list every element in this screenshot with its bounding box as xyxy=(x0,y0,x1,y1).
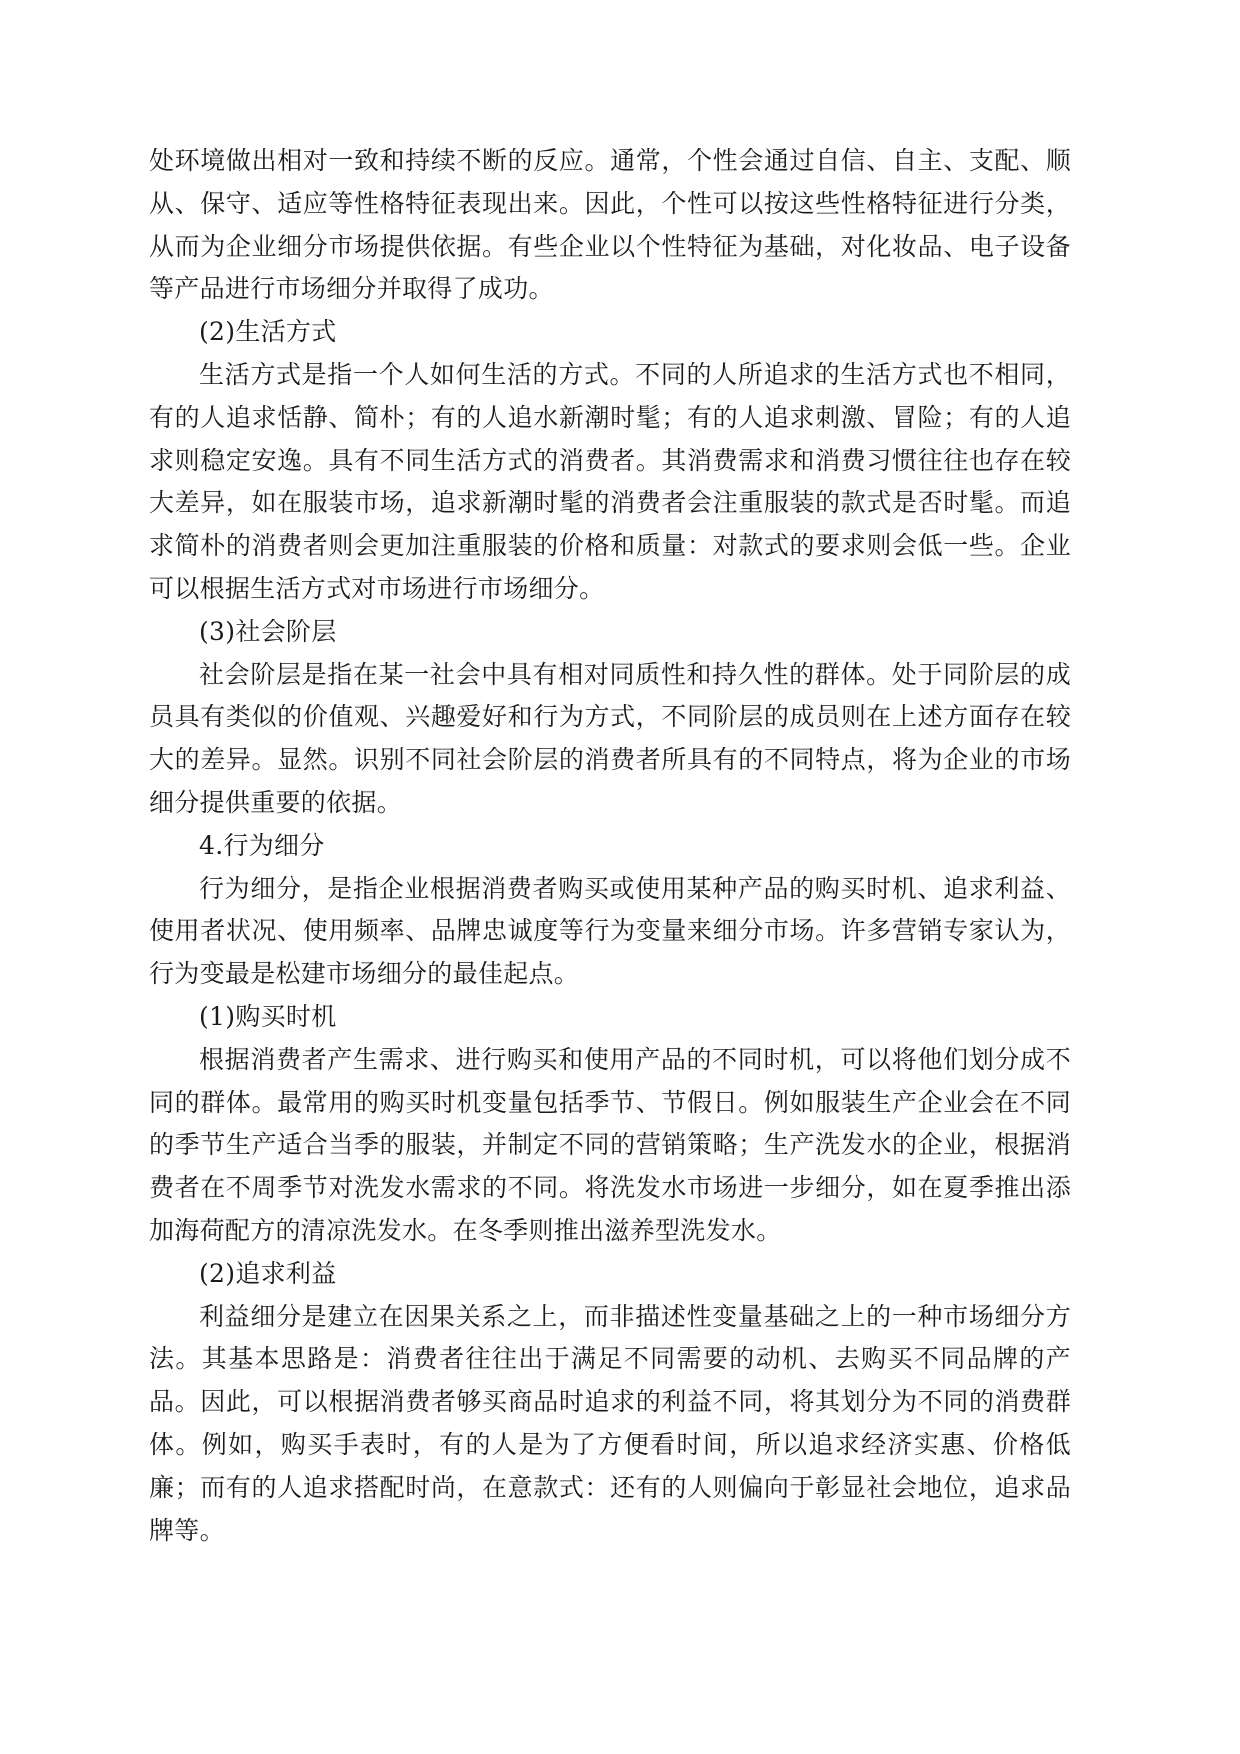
heading-lifestyle: (2)生活方式 xyxy=(199,317,337,347)
document-page xyxy=(149,140,1071,1552)
paragraph-lifestyle: 生活方式是指一个人如何生活的方式。不同的人所追求的生活方式也不相同，有的人追求恬静、简朴；有的人追水新潮时髦；有的人追求刺激、冒险；有的人追求则稳定安逸。具有不同生活方式的消费者。其消费需求和消费习惯往往也存在较大差异，如在服装市场，追求新潮时髦的消费者会注重服装的款式是否时髦。而追求简朴的消费者则会更加注重服装的价格和质量：对款式的要求则会低一些。企业可以根据生活方式对市场进行市场细分。 xyxy=(149,359,1071,603)
paragraph-behavior-segmentation: 行为细分，是指企业根据消费者购买或使用某种产品的购买时机、追求利益、使用者状况、使用频率、品牌忠诚度等行为变量来细分市场。许多营销专家认为，行为变最是松建市场细分的最佳起点。 xyxy=(149,873,1071,989)
heading-purchase-timing: (1)购买时机 xyxy=(199,1001,337,1031)
paragraph-benefit-sought: 利益细分是建立在因果关系之上，而非描述性变量基础之上的一种市场细分方法。其基本思路是：消费者往往出于满足不同需要的动机、去购买不同品牌的产品。因此，可以根据消费者够买商品时追求的利益不同，将其划分为不同的消费群体。例如，购买手表时，有的人是为了方便看时间，所以追求经济实惠、价格低廉；而有的人追求搭配时尚，在意款式：还有的人则偏向于彰显社会地位，追求品牌等。 xyxy=(149,1301,1071,1545)
heading-behavior-segmentation: 4.行为细分 xyxy=(199,830,325,860)
paragraph-purchase-timing: 根据消费者产生需求、进行购买和使用产品的不同时机，可以将他们划分成不同的群体。最常用的购买时机变量包括季节、节假日。例如服装生产企业会在不同的季节生产适合当季的服装，并制定不同的营销策略；生产洗发水的企业，根据消费者在不周季节对洗发水需求的不同。将洗发水市场进一步细分，如在夏季推出添加海荷配方的清凉洗发水。在冬季则推出滋养型洗发水。 xyxy=(149,1044,1071,1245)
paragraph-personality-cont: 处环境做出相对一致和持续不断的反应。通常，个性会通过自信、自主、支配、顺从、保守、适应等性格特征表现出来。因此，个性可以按这些性格特征进行分类，从而为企业细分市场提供依据。有些企业以个性特征为基础，对化妆品、电子设备等产品进行市场细分并取得了成功。 xyxy=(149,146,1071,304)
heading-social-class: (3)社会阶层 xyxy=(199,616,337,646)
heading-benefit-sought: (2)追求利益 xyxy=(199,1258,337,1288)
paragraph-social-class: 社会阶层是指在某一社会中具有相对同质性和持久性的群体。处于同阶层的成员具有类似的价值观、兴趣爱好和行为方式，不同阶层的成员则在上述方面存在较大的差异。显然。识别不同社会阶层的消费者所具有的不同特点，将为企业的市场细分提供重要的依据。 xyxy=(149,659,1071,817)
